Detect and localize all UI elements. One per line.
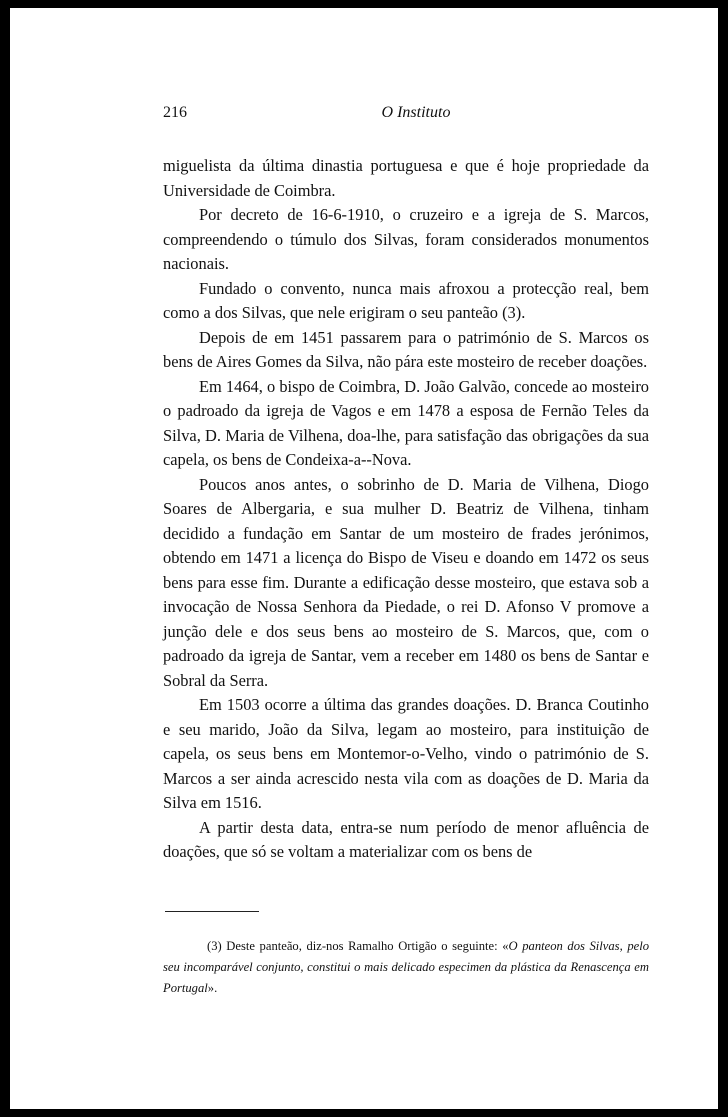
footnote-lead: (3) Deste panteão, diz-nos Ramalho Ortigão o seguinte: « [207,939,509,953]
paragraph: Fundado o convento, nunca mais afroxou a protecção real, bem como a dos Silvas, que nele erigiram o seu panteão (3). [163,278,649,322]
body-text [163,154,649,865]
footnote-quote: O panteon dos Silvas, pelo seu incomparável conjunto, constitui o mais delicado especimen da plástica da Renascença em Portugal [163,939,649,995]
paragraph: Por decreto de 16-6-1910, o cruzeiro e a igreja de S. Marcos, compreendendo o túmulo dos Silvas, foram considerados monumentos nacionais. [163,205,649,273]
footnote-tail: ». [207,981,218,995]
footnote [163,936,649,999]
footnote-text [163,936,649,999]
document-page [10,8,718,1109]
running-header [163,104,649,128]
paragraph: Poucos anos antes, o sobrinho de D. Maria de Vilhena, Diogo Soares de Albergaria, e sua mulher D. Beatriz de Vilhena, tinham decidido a fundação em Santar de um mosteiro de frades jerónimos, obtendo em 1471 a licença do Bispo de Viseu e doando em 1472 os seus bens para esse fim. Durante a edificação desse mosteiro, que estava sob a invocação de Nossa Senhora da Piedade, o rei D. Afonso V promove a junção dele e dos seus bens ao mosteiro de S. Marcos, que, com o padroado da igreja de Santar, vem a receber em 1480 os bens de Santar e Sobral da Serra. [163,474,649,690]
paragraph: Depois de em 1451 passarem para o património de S. Marcos os bens de Aires Gomes da Silva, não pára este mosteiro de receber doações. [163,327,649,371]
paragraph: Em 1464, o bispo de Coimbra, D. João Galvão, concede ao mosteiro o padroado da igreja de Vagos e em 1478 a esposa de Fernão Teles da Silva, D. Maria de Vilhena, doa-lhe, para satisfação das obrigações da sua capela, os bens de Condeixa-a--Nova. [163,376,649,469]
paragraph: Em 1503 ocorre a última das grandes doações. D. Branca Coutinho e seu marido, João da Silva, legam ao mosteiro, para instituição de capela, os seus bens em Montemor-o-Velho, vindo o património de S. Marcos a ser ainda acrescido nesta vila com as doações de D. Maria da Silva em 1516. [163,695,649,812]
paragraph: miguelista da última dinastia portuguesa e que é hoje propriedade da Universidade de Coimbra. [163,156,649,200]
footnote-divider [165,911,259,912]
page-number: 216 [163,104,187,121]
journal-title: O Instituto [381,104,451,121]
paragraph: A partir desta data, entra-se num período de menor afluência de doações, que só se voltam a materializar com os bens de [163,817,649,861]
